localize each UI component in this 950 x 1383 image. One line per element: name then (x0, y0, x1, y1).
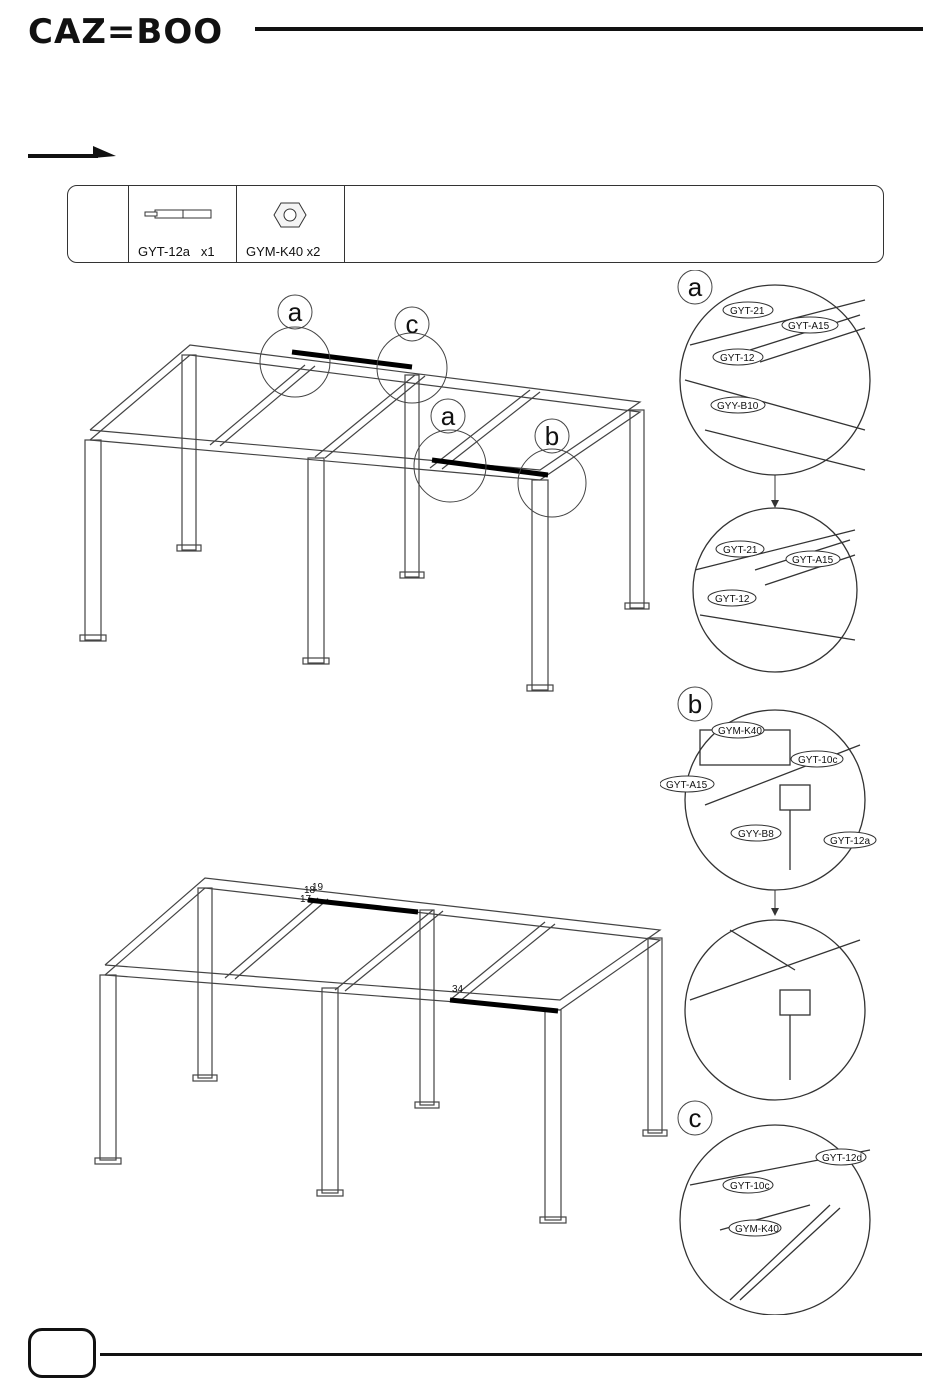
part-label-gyt-12a: GYT-12a x1 (138, 244, 215, 259)
part-tag: GYT-21 (723, 545, 758, 556)
part-tag: GYT-12 (720, 353, 755, 364)
part-mark: 18 (304, 885, 316, 896)
part-mark: 17 (300, 894, 312, 905)
callout-letter: a (287, 297, 303, 327)
part-tag: GYT-10c (798, 755, 838, 766)
part-tag: GYT-A15 (666, 780, 708, 791)
callout-letter: b (544, 421, 560, 451)
header-rule (255, 27, 923, 31)
bolt-icon (143, 204, 223, 224)
hex-nut-icon (273, 200, 307, 230)
part-tag: GYM-K40 (735, 1224, 779, 1235)
part-tag: GYT-12d (822, 1153, 863, 1164)
detail-letter: b (687, 689, 703, 719)
page-number-badge (28, 1328, 96, 1378)
brand-logo: CAZ=BOO (28, 12, 224, 52)
part-tag: GYY-B8 (738, 829, 774, 840)
part-tag: GYT-21 (730, 306, 765, 317)
part-tag: GYT-12 (715, 594, 750, 605)
pergola-frame-diagram-bottom (90, 870, 680, 1230)
part-tag: GYY-B10 (717, 401, 759, 412)
pergola-frame-diagram-top (70, 290, 670, 710)
part-tag: GYM-K40 (718, 726, 762, 737)
part-label-gym-k40: GYM-K40 x2 (246, 244, 321, 259)
parts-list (67, 185, 884, 263)
detail-column (660, 270, 950, 1315)
part-tag: GYT-10c (730, 1181, 770, 1192)
footer-rule (100, 1353, 922, 1356)
part-mark: 19 (312, 882, 324, 893)
part-tag: GYT-12a (830, 836, 871, 847)
detail-letter: c (688, 1103, 702, 1133)
part-mark: 34 (452, 984, 464, 995)
part-tag: GYT-A15 (788, 321, 830, 332)
callout-letter: a (440, 401, 456, 431)
detail-letter: a (687, 272, 703, 302)
callout-letter: c (405, 309, 419, 339)
step-arrow-icon (28, 142, 118, 162)
part-tag: GYT-A15 (792, 555, 834, 566)
